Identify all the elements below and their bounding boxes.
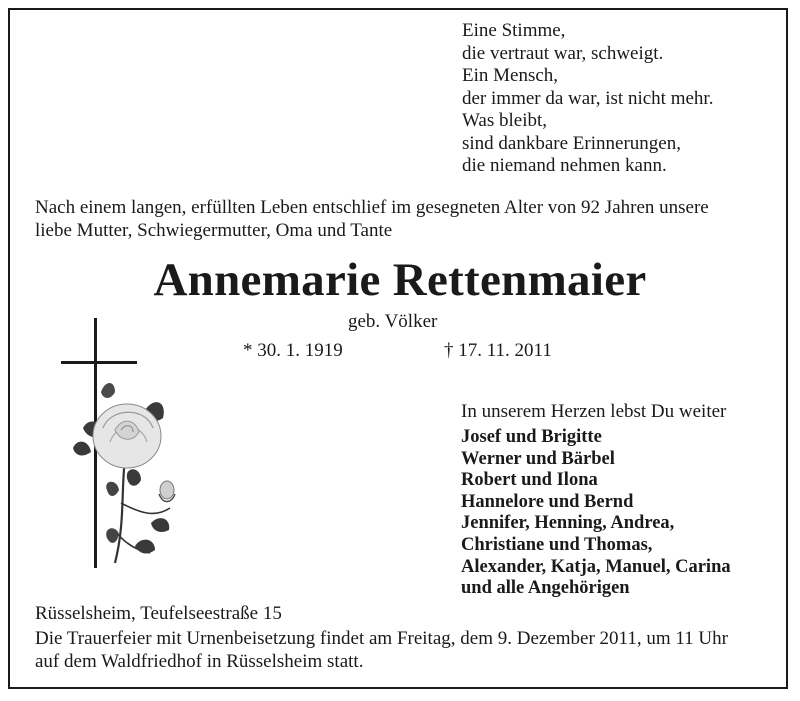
- poem-line: Eine Stimme,: [462, 20, 566, 41]
- service-line: Die Trauerfeier mit Urnenbeisetzung findet am Freitag, dem 9. Dezember 2011, um 11 Uhr: [35, 628, 728, 649]
- maiden-name: geb. Völker: [348, 311, 438, 332]
- service-line: auf dem Waldfriedhof in Rüsselsheim statt.: [35, 651, 364, 672]
- funeral-service-notice: [35, 627, 728, 673]
- announcement-line: Nach einem langen, erfüllten Leben entschlief im gesegneten Alter von 92 Jahren unsere: [35, 197, 709, 218]
- mourner-line: und alle Angehörigen: [461, 578, 630, 599]
- mourner-line: Josef und Brigitte: [461, 427, 602, 447]
- poem-line: der immer da war, ist nicht mehr.: [462, 87, 714, 109]
- death-date: † 17. 11. 2011: [444, 340, 552, 361]
- announcement-line: liebe Mutter, Schwiegermutter, Oma und Tante: [35, 220, 393, 241]
- deceased-name: Annemarie Rettenmaier: [153, 254, 647, 306]
- address: Rüsselsheim, Teufelseestraße 15: [35, 603, 282, 624]
- mourner-line: Alexander, Katja, Manuel, Carina: [461, 556, 731, 577]
- announcement-text: [35, 196, 775, 242]
- poem-line: Ein Mensch,: [462, 65, 559, 86]
- cross-with-rose-icon: [55, 318, 185, 588]
- poem-line: die niemand nehmen kann.: [462, 155, 667, 176]
- poem-line: die vertraut war, schweigt.: [462, 42, 664, 64]
- mourner-line: Werner und Bärbel: [461, 448, 615, 469]
- motto: In unserem Herzen lebst Du weiter: [461, 401, 727, 422]
- poem-line: sind dankbare Erinnerungen,: [462, 132, 681, 154]
- mourner-line: Jennifer, Henning, Andrea,: [461, 513, 675, 534]
- poem-line: Was bleibt,: [462, 110, 548, 131]
- birth-date: * 30. 1. 1919: [243, 340, 343, 361]
- mourner-line: Christiane und Thomas,: [461, 534, 653, 555]
- poem: [462, 20, 713, 178]
- mourner-line: Robert und Ilona: [461, 470, 598, 491]
- mourners-list: [461, 427, 731, 600]
- mourner-line: Hannelore und Bernd: [461, 491, 634, 512]
